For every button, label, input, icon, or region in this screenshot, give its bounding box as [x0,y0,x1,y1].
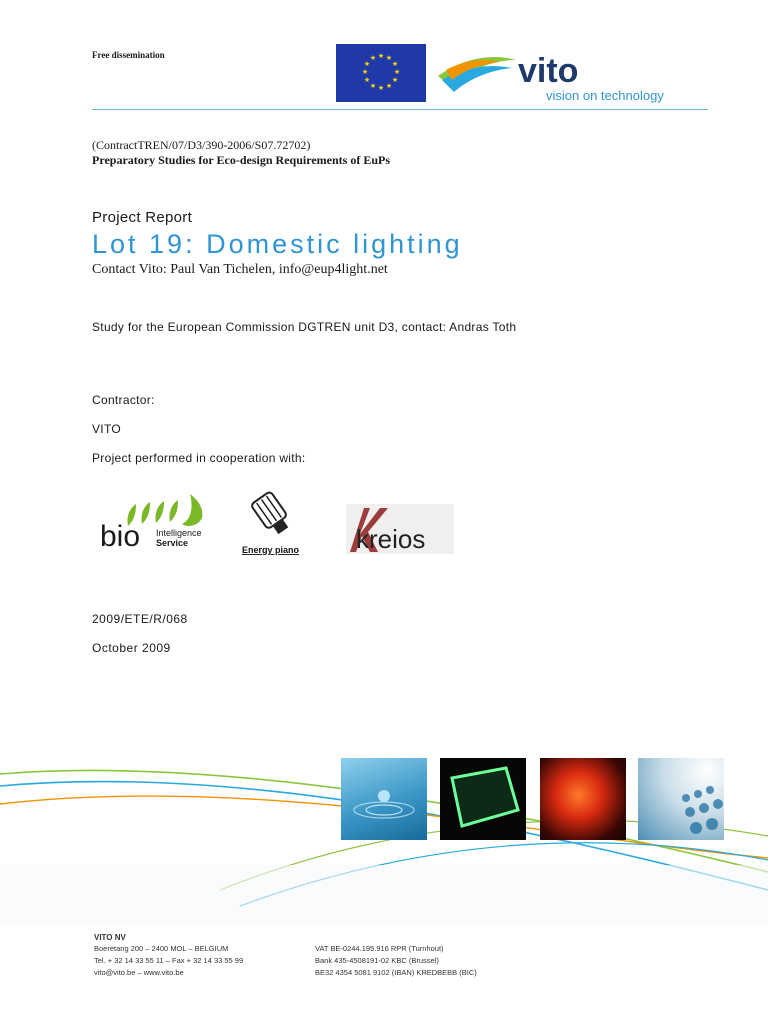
glowing-panel-photo [440,758,526,840]
svg-text:★: ★ [385,54,393,62]
footer-address: Boeretang 200 – 2400 MOL – BELGIUM [94,944,229,953]
cooperation-line: Project performed in cooperation with: [92,451,306,465]
footer-phone: Tel. + 32 14 33 55 11 – Fax + 32 14 33 55 99 [94,956,244,965]
bio-intelligence-logo [98,490,218,552]
report-type: Project Report [92,209,193,226]
svg-text:★: ★ [377,52,385,60]
svg-text:★: ★ [369,54,377,62]
kreios-wordmark: kreios [356,524,426,554]
svg-text:★: ★ [385,82,393,90]
svg-text:Service: Service [156,538,189,548]
svg-text:★: ★ [391,76,399,84]
svg-text:Intelligence: Intelligence [156,528,202,538]
svg-text:★: ★ [363,60,371,68]
study-subtitle: Preparatory Studies for Eco-design Requirements of EuPs [92,153,390,167]
report-date: October 2009 [92,641,171,655]
footer-web: vito@vito.be – www.vito.be [94,968,184,977]
svg-text:★: ★ [369,82,377,90]
water-drop-photo [341,758,427,840]
svg-text:★: ★ [391,60,399,68]
lava-photo [540,758,626,840]
footer-bank: Bank 435-4508191-02 KBC (Brussel) [315,956,439,965]
svg-text:★: ★ [393,68,401,76]
svg-text:★: ★ [363,76,371,84]
page-title: Lot 19: Domestic lighting [92,229,463,259]
footer-vat: VAT BE-0244.195.916 RPR (Turnhout) [315,944,444,953]
vito-wordmark: vito [518,52,579,90]
contract-number: (ContractTREN/07/D3/390-2006/S07.72702) [92,138,311,152]
svg-text:★: ★ [361,68,369,76]
dissemination-label: Free dissemination [92,50,165,60]
kreios-logo [346,504,454,554]
energy-piano-logo [240,487,310,557]
bio-wordmark: bio [100,520,141,552]
study-for-line: Study for the European Commission DGTREN unit D3, contact: Andras Toth [92,320,517,334]
contractor-name: VITO [92,422,121,436]
perforated-surface-photo [638,758,724,840]
vito-tagline: vision on technology [546,88,664,103]
report-number: 2009/ETE/R/068 [92,612,188,626]
contractor-label: Contractor: [92,393,155,407]
contact-line: Contact Vito: Paul Van Tichelen, info@eup4light.net [92,262,388,277]
footer-iban: BE32 4354 5081 9102 (IBAN) KREDBEBB (BIC) [315,968,477,977]
footer-company: VITO NV [94,933,126,942]
header-divider [92,109,708,110]
vito-logo [436,48,696,110]
eu-flag-logo [336,44,426,102]
energy-wordmark: Energy piano [242,545,300,555]
svg-text:★: ★ [377,84,385,92]
